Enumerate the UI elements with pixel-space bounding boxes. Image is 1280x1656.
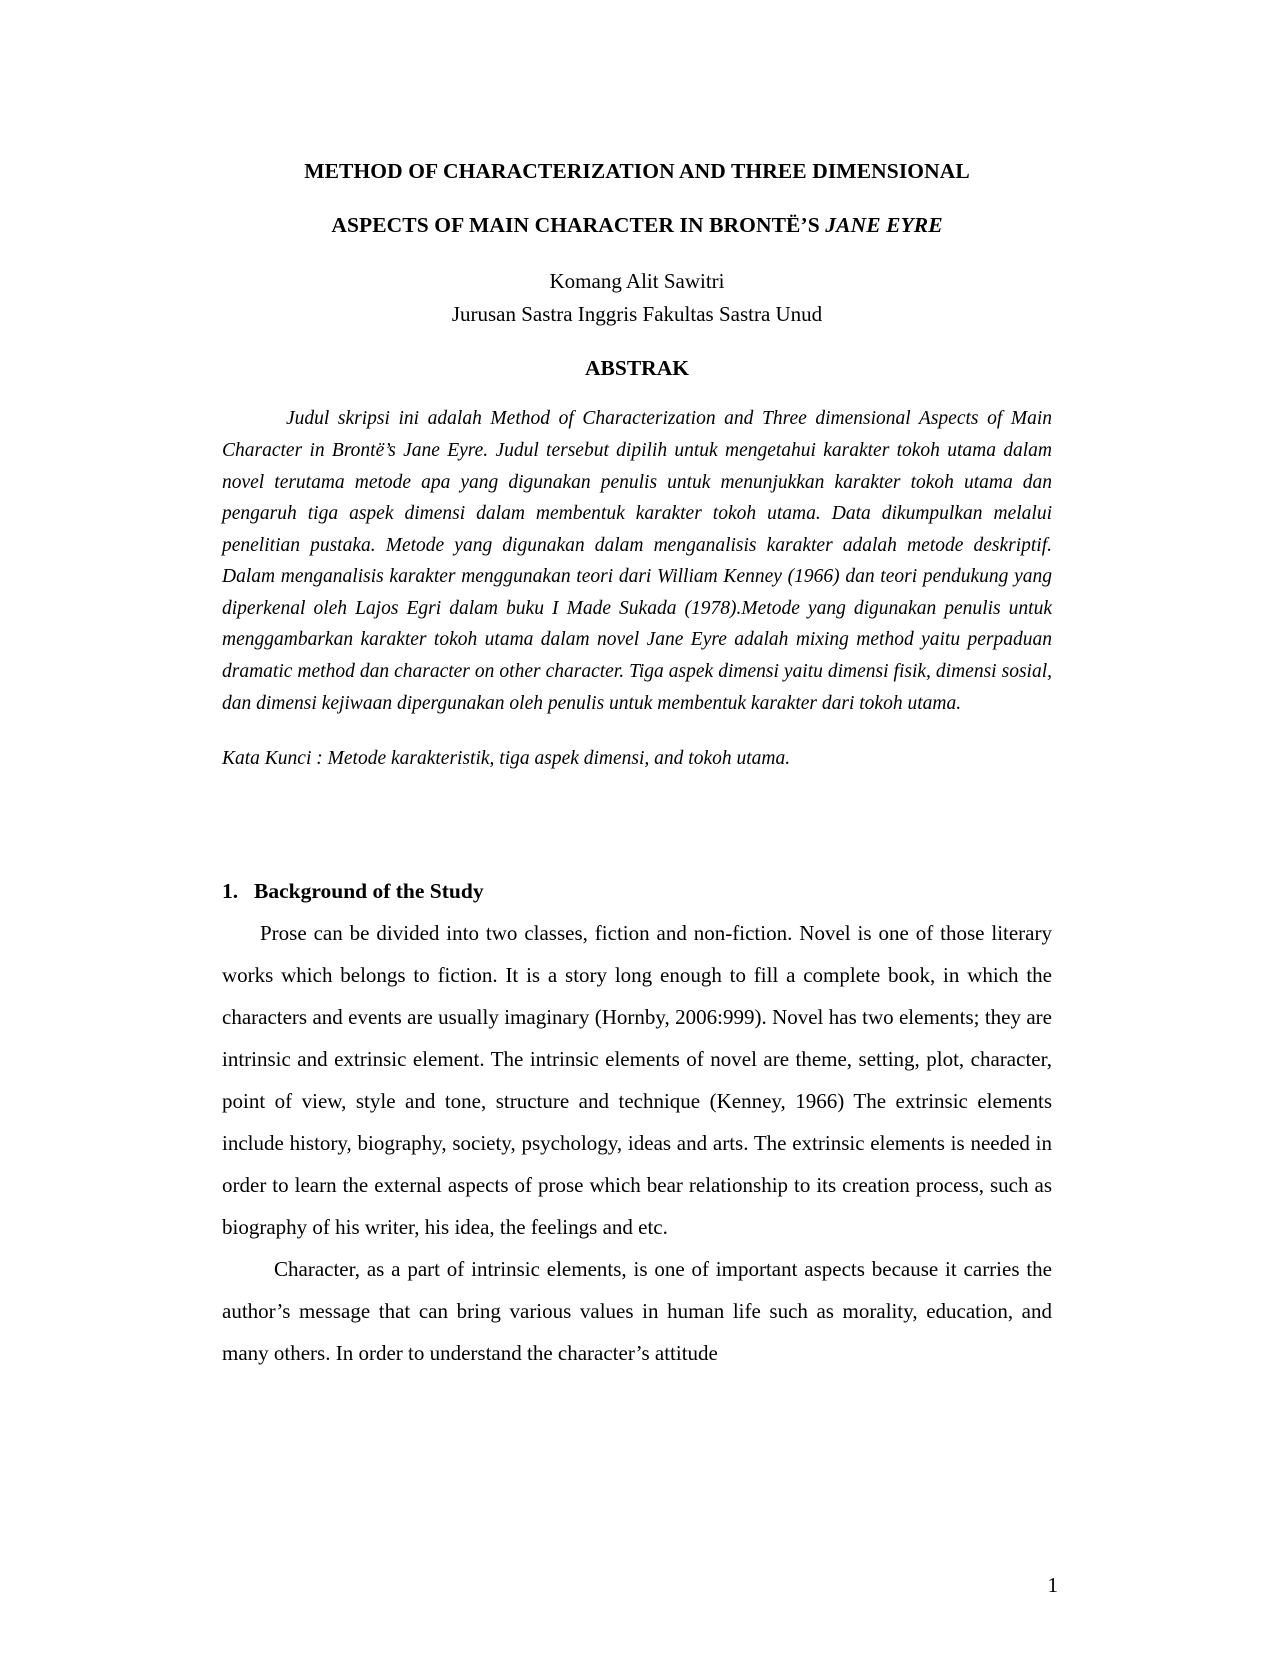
abstract-text: Judul skripsi ini adalah Method of Characterization and Three dimensional Aspects of Main Character in Brontë’s Jane Eyre. Judul tersebut dipilih untuk mengetahui karakter tokoh utama dalam novel terutama metode apa yang digunakan penulis untuk menunjukkan karakter tokoh utama dan pengaruh tiga aspek dimensi dalam membentuk karakter tokoh utama. Data dikumpulkan melalui penelitian pustaka. Metode yang digunakan dalam menganalisis karakter adalah metode deskriptif. Dalam menganalisis karakter menggunakan teori dari William Kenney (1966) dan teori pendukung yang diperkenal oleh Lajos Egri dalam buku I Made Sukada (1978).Metode yang digunakan penulis untuk menggambarkan karakter tokoh utama dalam novel Jane Eyre adalah mixing method yaitu perpaduan dramatic method dan character on other character. Tiga aspek dimensi yaitu dimensi fisik, dimensi sosial, dan dimensi kejiwaan dipergunakan oleh penulis untuk membentuk karakter dari tokoh utama.	[222, 408, 1052, 714]
paper-title-line-2-text: ASPECTS OF MAIN CHARACTER IN BRONTË’S	[331, 212, 826, 237]
section-heading-background-of-the-study	[222, 879, 1052, 904]
paper-title-line-1: METHOD OF CHARACTERIZATION AND THREE DIMENSIONAL	[304, 159, 970, 183]
abstract-heading: ABSTRAK	[585, 356, 689, 381]
abstract-paragraph	[222, 403, 1052, 719]
paper-title-novel-name: JANE EYRE	[825, 212, 943, 237]
page-number: 1	[1047, 1573, 1058, 1597]
page-content	[222, 160, 1052, 1374]
author-affiliation: Jurusan Sastra Inggris Fakultas Sastra Unud	[451, 301, 823, 326]
body-paragraph-2	[222, 1248, 1052, 1374]
keywords-line: Kata Kunci : Metode karakteristik, tiga aspek dimensi, and tokoh utama.	[222, 748, 791, 770]
paragraph-2-text: Character, as a part of intrinsic elements, is one of important aspects because it carries the author’s message that can bring various values in human life such as morality, education, and many others. In order to understand the character’s attitude	[222, 1256, 1052, 1365]
section-title: Background of the Study	[254, 878, 484, 903]
section-number: 1.	[222, 878, 239, 903]
author-name: Komang Alit Sawitri	[549, 269, 725, 294]
body-paragraph-1	[222, 912, 1052, 1248]
paper-title-line-2	[222, 214, 1052, 238]
paragraph-1-text: Prose can be divided into two classes, fiction and non-fiction. Novel is one of those literary works which belongs to fiction. It is a story long enough to fill a complete book, in which the characters and events are usually imaginary (Hornby, 2006:999). Novel has two elements; they are intrinsic and extrinsic element. The intrinsic elements of novel are theme, setting, plot, character, point of view, style and tone, structure and technique (Kenney, 1966) The extrinsic elements include history, biography, society, psychology, ideas and arts. The extrinsic elements is needed in order to learn the external aspects of prose which bear relationship to its creation process, such as biography of his writer, his idea, the feelings and etc.	[222, 920, 1052, 1239]
